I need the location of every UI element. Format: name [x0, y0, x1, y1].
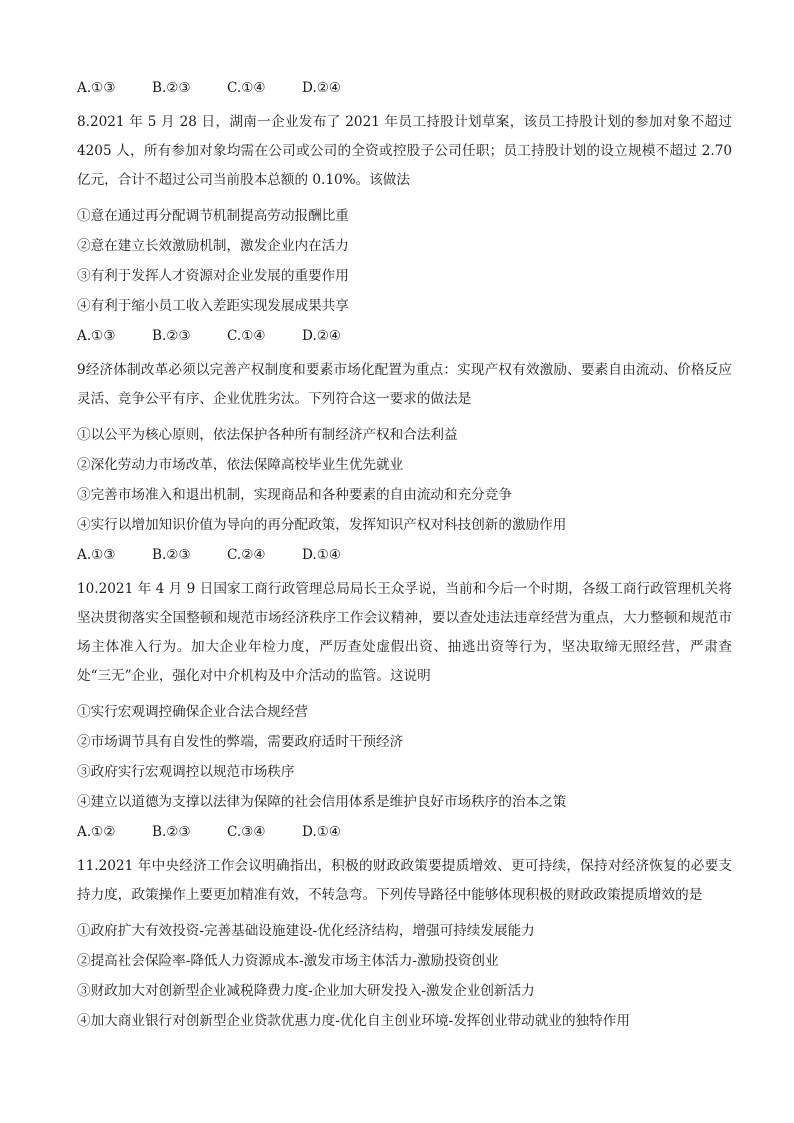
option-a: A.①③: [77, 328, 116, 344]
option-d: D.②④: [302, 80, 342, 96]
option-c: C.①④: [227, 328, 266, 344]
option-b: B.②③: [152, 547, 191, 563]
question-9-item-1: ①以公平为核心原则，依法保护各种所有制经济产权和合法利益: [77, 427, 458, 443]
question-9-item-3: ③完善市场准入和退出机制，实现商品和各种要素的自由流动和充分竞争: [77, 487, 512, 503]
option-d: D.①④: [302, 547, 342, 563]
question-8-item-2: ②意在建立长效激励机制，激发企业内在活力: [77, 238, 349, 254]
question-10-item-3: ③政府实行宏观调控以规范市场秩序: [77, 764, 295, 780]
option-c: C.①④: [227, 80, 266, 96]
question-10-options: [77, 822, 732, 842]
option-a: A.①③: [77, 547, 116, 563]
option-b: B.②③: [152, 824, 191, 840]
question-11-item-1: ①政府扩大有效投资-完善基础设施建设-优化经济结构，增强可持续发展能力: [77, 923, 535, 939]
option-d: D.①④: [302, 824, 342, 840]
question-11-stem: 11.2021 年中央经济工作会议明确指出，积极的财政政策要提质增效、更可持续，保持对经济恢复的必要支持力度，政策操作上要更加精准有效，不转急弯。下列传导路径中能够体现积极的财政政策提质增效的是: [77, 858, 732, 903]
question-9-stem: 9经济体制改革必须以完善产权制度和要素市场化配置为重点：实现产权有效激励、要素自由流动、价格反应灵活、竞争公平有序、企业优胜劣汰。下列符合这一要求的做法是: [77, 362, 732, 407]
question-10-item-4: ④建立以道德为支撑以法律为保障的社会信用体系是维护良好市场秩序的治本之策: [77, 794, 567, 810]
question-9-item-2: ②深化劳动力市场改革，依法保障高校毕业生优先就业: [77, 457, 404, 473]
question-8-stem: 8.2021 年 5 月 28 日，湖南一企业发布了 2021 年员工持股计划草案，该员工持股计划的参加对象不超过 4205 人，所有参加对象均需在公司或公司的全资或控股子公司任职；员工持股计划的设立规模不超过 2.70 亿元，合计不超过公司当前股本总额的 0.10%。该做法: [77, 114, 732, 188]
prev-answer-options: [77, 78, 732, 98]
question-9-options: [77, 545, 732, 565]
question-10-item-1: ①实行宏观调控确保企业合法合规经营: [77, 704, 309, 720]
question-11-item-2: ②提高社会保险率-降低人力资源成本-激发市场主体活力-激励投资创业: [77, 953, 499, 969]
question-11-item-3: ③财政加大对创新型企业减税降费力度-企业加大研发投入-激发企业创新活力: [77, 983, 535, 999]
option-a: A.①②: [77, 824, 116, 840]
option-c: C.③④: [227, 824, 266, 840]
question-10-item-2: ②市场调节具有自发性的弊端，需要政府适时干预经济: [77, 734, 404, 750]
question-8-item-4: ④有利于缩小员工收入差距实现发展成果共享: [77, 298, 349, 314]
option-b: B.②③: [152, 80, 191, 96]
option-c: C.②④: [227, 547, 266, 563]
question-8-item-3: ③有利于发挥人才资源对企业发展的重要作用: [77, 268, 349, 284]
question-11-item-4: ④加大商业银行对创新型企业贷款优惠力度-优化自主创业环境-发挥创业带动就业的独特作用: [77, 1013, 630, 1029]
question-9-item-4: ④实行以增加知识价值为导向的再分配政策，发挥知识产权对科技创新的激励作用: [77, 517, 567, 533]
option-b: B.②③: [152, 328, 191, 344]
question-8-options: [77, 326, 732, 346]
option-d: D.②④: [302, 328, 342, 344]
option-a: A.①③: [77, 80, 116, 96]
question-10-stem: 10.2021 年 4 月 9 日国家工商行政管理总局局长王众孚说，当前和今后一个时期，各级工商行政管理机关将坚决贯彻落实全国整顿和规范市场经济秩序工作会议精神，要以查处违法违章经营为重点，大力整顿和规范市场主体准入行为。加大企业年检力度，严厉查处虚假出资、抽逃出资等行为，坚决取缔无照经营，严肃查处“三无”企业，强化对中介机构及中介活动的监管。这说明: [77, 581, 732, 684]
question-8-item-1: ①意在通过再分配调节机制提高劳动报酬比重: [77, 208, 349, 224]
